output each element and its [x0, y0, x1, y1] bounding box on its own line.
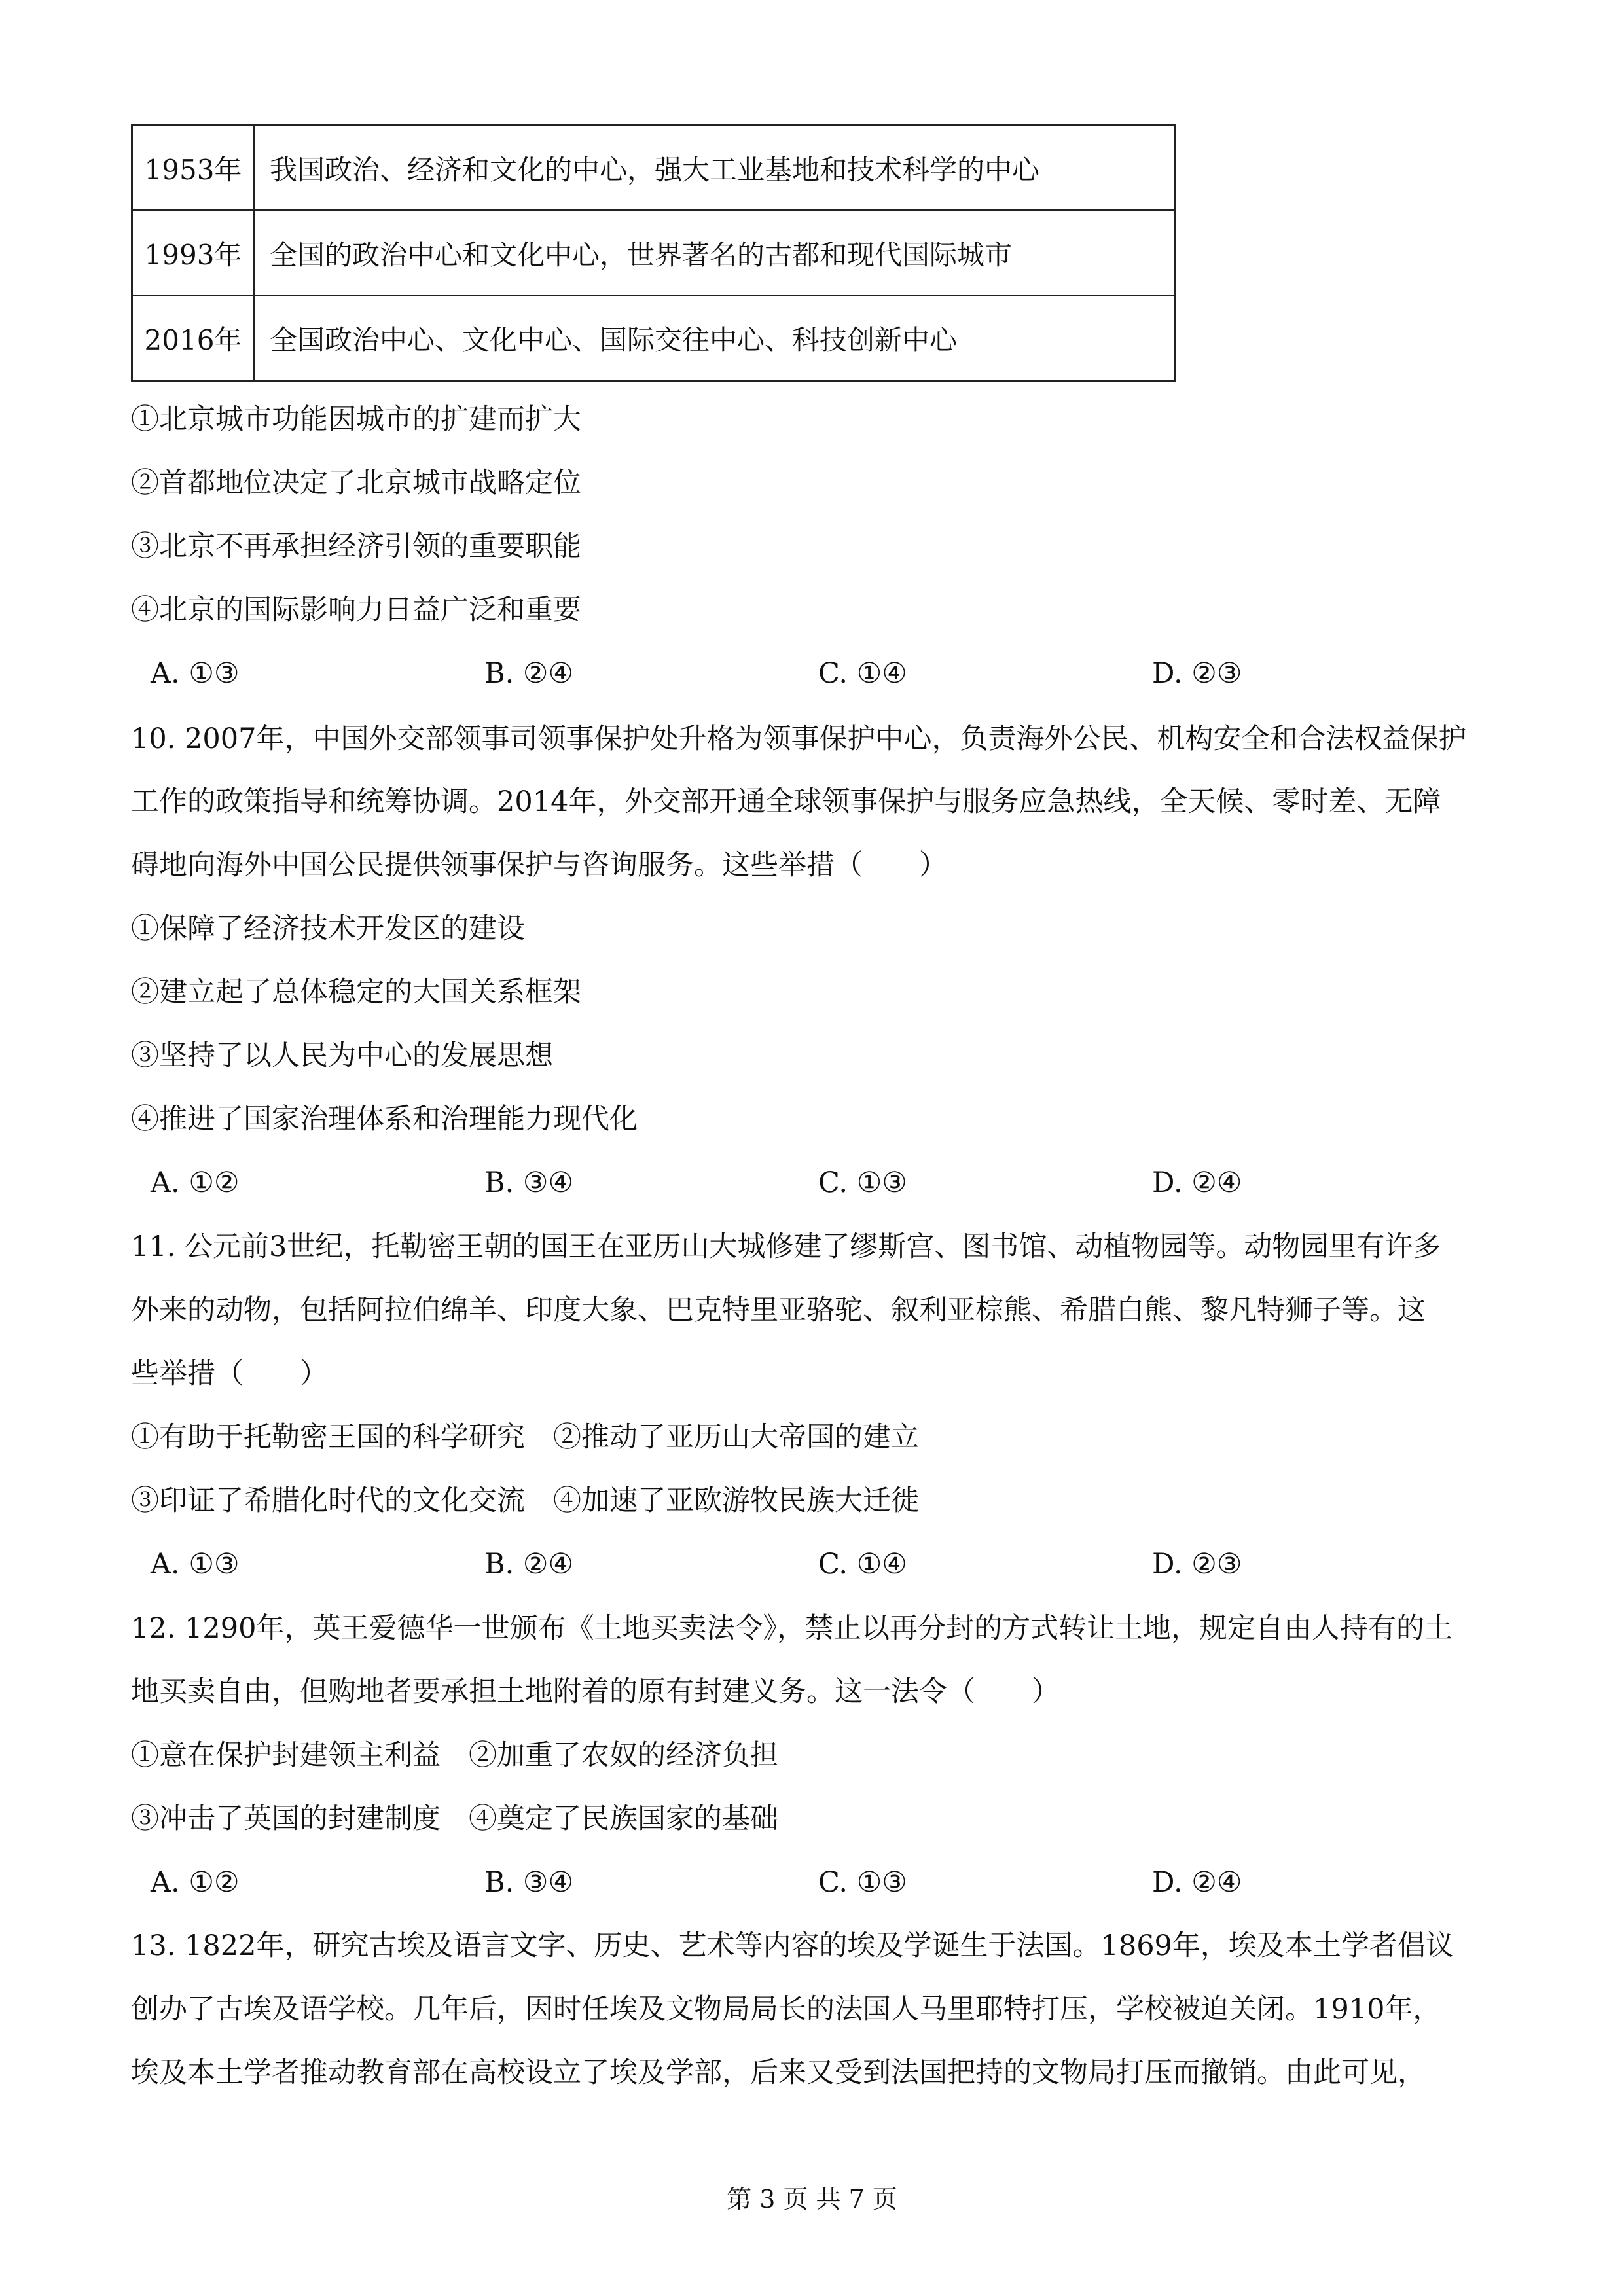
table-text: 全国政治中心、文化中心、国际交往中心、科技创新中心 — [255, 296, 1176, 381]
option-c[interactable]: C. ①④ — [818, 657, 907, 690]
q13-stem-line: 埃及本土学者推动教育部在高校设立了埃及学部，后来又受到法国把持的文物局打压而撤销。由此可见， — [131, 2056, 1426, 2089]
q12-statement: ③冲击了英国的封建制度 ④奠定了民族国家的基础 — [131, 1803, 778, 1835]
q11-statement: ③印证了希腊化时代的文化交流 ④加速了亚欧游牧民族大迁徙 — [131, 1484, 919, 1517]
option-d[interactable]: D. ②④ — [1152, 1166, 1242, 1199]
table-text: 我国政治、经济和文化的中心，强大工业基地和技术科学的中心 — [255, 126, 1176, 211]
q10-statement: ④推进了国家治理体系和治理能力现代化 — [131, 1103, 638, 1136]
q10-statement: ③坚持了以人民为中心的发展思想 — [131, 1039, 553, 1072]
q13-stem-line: 创办了古埃及语学校。几年后，因时任埃及文物局局长的法国人马里耶特打压，学校被迫关闭。1910年， — [131, 1993, 1441, 2026]
q9-statement: ①北京城市功能因城市的扩建而扩大 — [131, 403, 581, 436]
q10-stem-line: 工作的政策指导和统筹协调。2014年，外交部开通全球领事保护与服务应急热线，全天候、零时差、无障 — [131, 785, 1441, 818]
q10-stem-line: 碍地向海外中国公民提供领事保护与咨询服务。这些举措（ ） — [131, 849, 947, 882]
q10-statement: ①保障了经济技术开发区的建设 — [131, 912, 525, 945]
q11-stem-line: 外来的动物，包括阿拉伯绵羊、印度大象、巴克特里亚骆驼、叙利亚棕熊、希腊白熊、黎凡特狮子等。这 — [131, 1294, 1426, 1327]
table-year: 2016年 — [132, 296, 255, 381]
q10-stem-line: 10. 2007年，中国外交部领事司领事保护处升格为领事保护中心，负责海外公民、机构安全和合法权益保护 — [131, 723, 1467, 755]
table-year: 1953年 — [132, 126, 255, 211]
table-row — [132, 126, 1176, 211]
option-b[interactable]: B. ③④ — [484, 1166, 574, 1199]
table-text: 全国的政治中心和文化中心，世界著名的古都和现代国际城市 — [255, 211, 1176, 296]
q9-statement: ②首都地位决定了北京城市战略定位 — [131, 467, 581, 499]
option-a[interactable]: A. ①③ — [151, 657, 240, 690]
q11-stem-line: 些举措（ ） — [131, 1357, 328, 1390]
city-positioning-table — [131, 124, 1176, 382]
q11-stem-line: 11. 公元前3世纪，托勒密王朝的国王在亚历山大城修建了缪斯宫、图书馆、动植物园等。动物园里有许多 — [131, 1230, 1441, 1263]
q13-stem-line: 13. 1822年，研究古埃及语言文字、历史、艺术等内容的埃及学诞生于法国。1869年，埃及本土学者倡议 — [131, 1929, 1454, 1962]
table-row — [132, 211, 1176, 296]
option-b[interactable]: B. ②④ — [484, 657, 574, 690]
option-a[interactable]: A. ①③ — [151, 1548, 240, 1581]
q12-stem-line: 12. 1290年，英王爱德华一世颁布《土地买卖法令》，禁止以再分封的方式转让土地，规定自由人持有的土 — [131, 1612, 1453, 1645]
option-c[interactable]: C. ①③ — [818, 1866, 907, 1899]
q10-statement: ②建立起了总体稳定的大国关系框架 — [131, 976, 581, 1009]
option-d[interactable]: D. ②③ — [1152, 1548, 1242, 1581]
q9-statement: ③北京不再承担经济引领的重要职能 — [131, 530, 581, 563]
option-a[interactable]: A. ①② — [151, 1866, 240, 1899]
option-d[interactable]: D. ②④ — [1152, 1866, 1242, 1899]
option-d[interactable]: D. ②③ — [1152, 657, 1242, 690]
page-footer: 第 3 页 共 7 页 — [727, 2185, 897, 2214]
q9-statement: ④北京的国际影响力日益广泛和重要 — [131, 594, 581, 626]
option-c[interactable]: C. ①④ — [818, 1548, 907, 1581]
q12-statement: ①意在保护封建领主利益 ②加重了农奴的经济负担 — [131, 1739, 778, 1772]
option-c[interactable]: C. ①③ — [818, 1166, 907, 1199]
q11-statement: ①有助于托勒密王国的科学研究 ②推动了亚历山大帝国的建立 — [131, 1421, 919, 1454]
option-b[interactable]: B. ③④ — [484, 1866, 574, 1899]
option-a[interactable]: A. ①② — [151, 1166, 240, 1199]
table-row — [132, 296, 1176, 381]
q12-stem-line: 地买卖自由，但购地者要承担土地附着的原有封建义务。这一法令（ ） — [131, 1676, 1060, 1708]
table-year: 1993年 — [132, 211, 255, 296]
option-b[interactable]: B. ②④ — [484, 1548, 574, 1581]
